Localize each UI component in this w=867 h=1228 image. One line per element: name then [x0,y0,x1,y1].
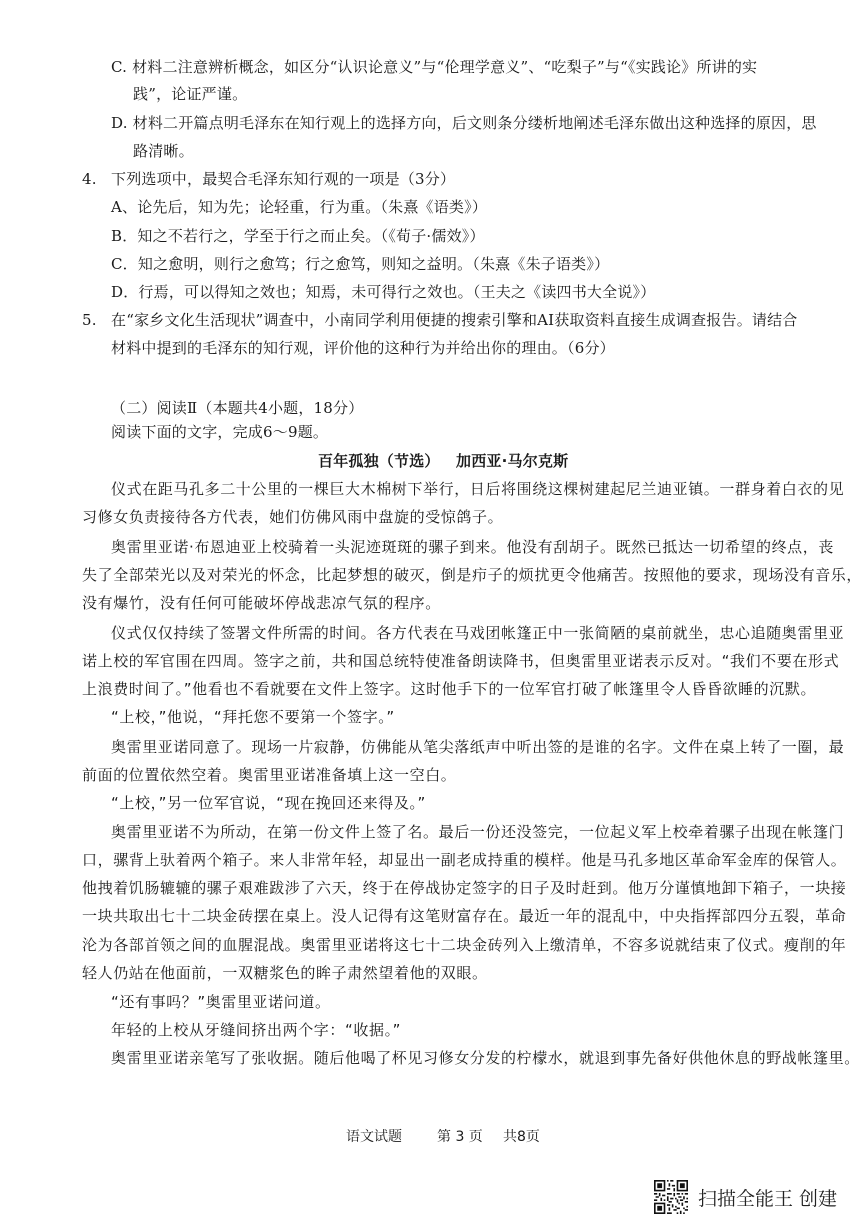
story-line: 前面的位置依然空着。奥雷里亚诺准备填上这一空白。 [82,766,457,784]
story-line: 奥雷里亚诺不为所动，在第一份文件上签了名。最后一份还没签完，一位起义军上校牵着骡子出现在帐篷门 [111,823,845,841]
story-line: 轻人仍站在他面前，一双糖浆色的眸子肃然望着他的双眼。 [82,964,488,982]
q5-number: 5. [82,311,97,329]
footer-subject: 语文试题 [346,1129,402,1145]
story-line: 仪式在距马孔多二十公里的一棵巨大木棉树下举行，日后将围绕这棵树建起尼兰迪亚镇。一群身着白衣的见 [111,480,845,498]
story-line: 习修女负责接待各方代表，她们仿佛风雨中盘旋的受惊鸽子。 [82,508,504,526]
story-line: 他拽着饥肠辘辘的骡子艰难跋涉了六天，终于在停战协定签字的日子及时赶到。他万分谨慎地卸下箱子，一块接 [82,879,847,897]
story-line: “上校，”另一位军官说，“现在挽回还来得及。” [111,794,426,812]
story-author: 加西亚·马尔克斯 [456,452,569,470]
story-title: 百年孤独（节选） [318,452,440,470]
q4-option-b: B．知之不若行之，学至于行之而止矣。（《荀子·儒效》） [111,227,485,245]
qr-code-icon [654,1180,688,1214]
q4-option-d: D．行焉，可以得知之效也；知焉，未可得行之效也。（王夫之《读四书大全说》） [111,283,656,301]
q5-line1: 在“家乡文化生活现状”调查中，小南同学利用便捷的搜索引擎和AI获取资料直接生成调查报告。请结合 [111,311,798,329]
q3-option-c-line2: 践”，论证严谨。 [133,85,248,103]
scanner-watermark [654,1180,837,1214]
footer-page: 第 3 页 [437,1129,483,1145]
story-line: 失了全部荣光以及对荣光的怀念，比起梦想的破灭，倒是疖子的烦扰更令他痛苦。按照他的要求，现场没有音乐， [82,566,863,584]
story-line: 上浪费时间了。”他看也不看就要在文件上签字。这时他手下的一位军官打破了帐篷里令人昏昏欲睡的沉默。 [82,680,817,698]
watermark-text: 扫描全能王 创建 [698,1187,838,1210]
story-line: 一块共取出七十二块金砖摆在桌上。没人记得有这笔财富存在。最近一年的混乱中，中央指挥部四分五裂，革命 [82,907,847,925]
story-line: 沦为各部首领之间的血腥混战。奥雷里亚诺将这七十二块金砖列入上缴清单，不容多说就结束了仪式。瘦削的年 [82,936,847,954]
story-line: 口，骡背上驮着两个箱子。来人非常年轻，却显出一副老成持重的模样。他是马孔多地区革命军金库的保管人。 [82,851,847,869]
q3-option-d-line1: D. 材料二开篇点明毛泽东在知行观上的选择方向，后文则条分缕析地阐述毛泽东做出这种选择的原因，思 [111,114,817,132]
story-line: 奥雷里亚诺亲笔写了张收据。随后他喝了杯见习修女分发的柠檬水，就退到事先备好供他休息的野战帐篷里。 [111,1049,860,1067]
q4-number: 4. [82,170,97,188]
story-line: “上校，”他说，“拜托您不要第一个签字。” [111,708,395,726]
story-line: 年轻的上校从牙缝间挤出两个字：“收据。” [111,1021,402,1039]
story-line: “还有事吗？”奥雷里亚诺问道。 [111,993,331,1011]
q4-option-c: C．知之愈明，则行之愈笃；行之愈笃，则知之益明。（朱熹《朱子语类》） [111,255,610,273]
story-line: 仪式仅仅持续了签署文件所需的时间。各方代表在马戏团帐篷正中一张简陋的桌前就坐，忠心追随奥雷里亚 [111,624,845,642]
q3-option-c-line1: C. 材料二注意辨析概念，如区分“认识论意义”与“伦理学意义”、“吃梨子”与“《实践论》所讲的实 [111,58,758,76]
q3-option-d-line2: 路清晰。 [133,142,194,160]
footer-total: 共8页 [503,1129,540,1145]
story-line: 奥雷里亚诺同意了。现场一片寂静，仿佛能从笔尖落纸声中听出签的是谁的名字。文件在桌上转了一圈，最 [111,738,845,756]
section-instruction: 阅读下面的文字，完成6～9题。 [111,423,329,441]
q5-line2: 材料中提到的毛泽东的知行观，评价他的这种行为并给出你的理由。（6分） [111,339,615,357]
story-line: 奥雷里亚诺·布恩迪亚上校骑着一头泥迹斑斑的骡子到来。他没有刮胡子。既然已抵达一切希望的终点，丧 [111,538,834,556]
story-line: 诺上校的军官围在四周。签字之前，共和国总统特使准备朗读降书，但奥雷里亚诺表示反对。“我们不要在形式 [82,652,840,670]
story-line: 没有爆竹，没有任何可能破坏停战悲凉气氛的程序。 [82,594,441,612]
section-header: （二）阅读Ⅱ（本题共4小题，18分） [111,399,364,417]
q4-stem: 下列选项中，最契合毛泽东知行观的一项是（3分） [111,170,456,188]
q4-option-a: A、论先后，知为先；论轻重，行为重。（朱熹《语类》） [111,198,488,216]
